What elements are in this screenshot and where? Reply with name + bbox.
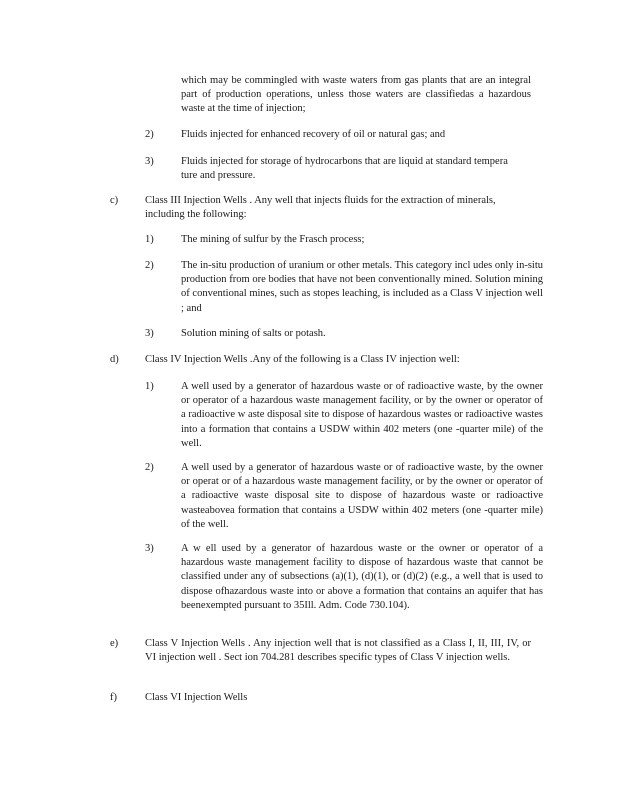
item-c1-label: 1) bbox=[145, 234, 154, 245]
item-a3-text: Fluids injected for storage of hydrocarbons that are liquid at standard tempera ture and pressure. bbox=[181, 156, 508, 182]
section-c-text: Class III Injection Wells . Any well that injects fluids for the extraction of minerals, including the following: bbox=[145, 195, 496, 221]
section-c-label: c) bbox=[110, 195, 119, 206]
item-d1-label: 1) bbox=[145, 381, 154, 392]
section-e-label: e) bbox=[110, 638, 119, 649]
section-d-text: Class IV Injection Wells .Any of the following is a Class IV injection well: bbox=[145, 354, 460, 365]
item-a2-text: Fluids injected for enhanced recovery of oil or natural gas; and bbox=[181, 129, 446, 140]
intro-paragraph: which may be commingled with waste waters from gas plants that are an integral part of production operations, unless those waters are classifiedas a hazardous waste at the time of injection; bbox=[181, 75, 531, 115]
item-c2-text: The in-situ production of uranium or other metals. This category incl udes only in-situ production from ore bodies that have not been conventionally mined. Solution mining of conventional mines, such as stopes leaching, is included as a Class V injection well ; and bbox=[181, 260, 543, 314]
item-c2-label: 2) bbox=[145, 260, 154, 271]
item-a2-label: 2) bbox=[145, 129, 154, 140]
item-d3-label: 3) bbox=[145, 543, 154, 554]
item-d1-text: A well used by a generator of hazardous waste or of radioactive waste, by the owner or operator of a hazardous waste management facility, or by the owner or operator of a radioactive w aste disposal site to dispose of hazardous wastes or radioactive wastes into a formation that contains a USDW within 402 meters (one -quarter mile) of the well. bbox=[181, 381, 543, 449]
section-e-text: Class V Injection Wells . Any injection well that is not classified as a Class I, II, III, IV, or VI injection well . Sect ion 704.281 describes specific types of Class V injection wells. bbox=[145, 638, 531, 664]
item-d2-label: 2) bbox=[145, 462, 154, 473]
item-c3-label: 3) bbox=[145, 328, 154, 339]
section-d-label: d) bbox=[110, 354, 119, 365]
item-a3-label: 3) bbox=[145, 156, 154, 167]
item-d2-text: A well used by a generator of hazardous waste or of radioactive waste, by the owner or operat or of a hazardous waste management facility, or by the owner or operator of a radioactive waste disposal site to dispose of hazardous waste or radioactive wasteabovea formation that contains a USDW within 402 meters (one -quarter mile) of the well. bbox=[181, 462, 543, 530]
item-c1-text: The mining of sulfur by the Frasch process; bbox=[181, 234, 365, 245]
item-d3-text: A w ell used by a generator of hazardous waste or the owner or operator of a hazardous waste management facility to dispose of hazardous waste that cannot be classified under any of subsections (a)(1), (d)(1), or (d)(2) (e.g., a well that is used to dispose ofhazardous waste into or above a formation that contains an aquifer that has beenexempted pursuant to 35Ill. Adm. Code 730.104). bbox=[181, 543, 543, 611]
section-f-text: Class VI Injection Wells bbox=[145, 692, 248, 703]
section-f-label: f) bbox=[110, 692, 117, 703]
item-c3-text: Solution mining of salts or potash. bbox=[181, 328, 326, 339]
